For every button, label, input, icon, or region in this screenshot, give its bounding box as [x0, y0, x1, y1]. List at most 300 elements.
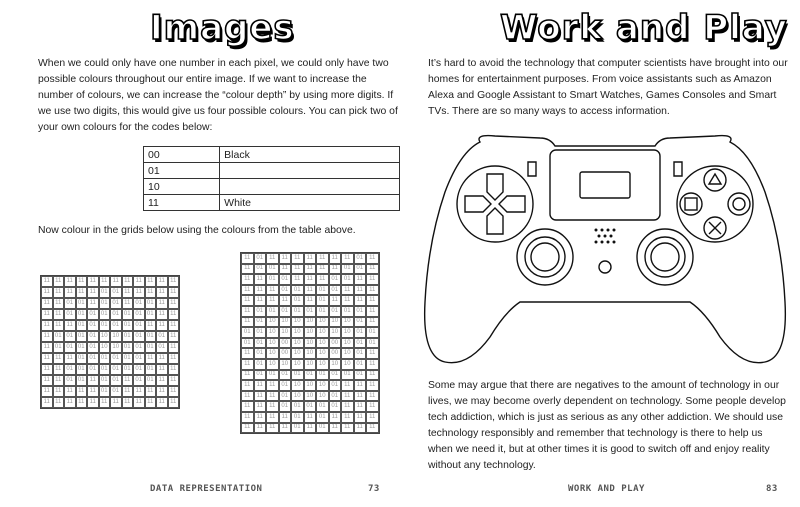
grid-cell: 11	[366, 264, 379, 275]
grid-cell: 11	[366, 348, 379, 359]
grid-cell: 11	[168, 276, 180, 287]
grid-cell: 11	[354, 380, 367, 391]
grid-cell: 01	[64, 298, 76, 309]
grid-cell: 11	[241, 401, 254, 412]
grid-cell: 11	[53, 287, 65, 298]
grid-cell: 11	[122, 287, 134, 298]
grid-cell: 11	[241, 317, 254, 328]
circle-icon	[733, 198, 745, 210]
grid-cell: 11	[316, 253, 329, 264]
grid-cell: 11	[87, 287, 99, 298]
grid-cell: 01	[133, 331, 145, 342]
grid-cell: 01	[366, 338, 379, 349]
colour-cell: Black	[220, 147, 400, 163]
grid-cell: 11	[304, 285, 317, 296]
grid-cell: 11	[145, 397, 157, 408]
grid-cell: 01	[291, 306, 304, 317]
grid-cell: 01	[87, 342, 99, 353]
grid-cell: 11	[366, 274, 379, 285]
grid-cell: 01	[241, 327, 254, 338]
grid-cell: 10	[279, 359, 292, 370]
pixel-grid-b	[240, 252, 380, 434]
grid-cell: 10	[341, 338, 354, 349]
grid-cell: 01	[304, 370, 317, 381]
grid-cell: 10	[266, 348, 279, 359]
grid-cell: 10	[304, 380, 317, 391]
grid-cell: 11	[64, 320, 76, 331]
grid-cell: 01	[133, 309, 145, 320]
grid-cell: 01	[122, 353, 134, 364]
grid-cell: 01	[133, 375, 145, 386]
grid-cell: 01	[254, 327, 267, 338]
grid-cell: 01	[87, 331, 99, 342]
grid-cell: 10	[291, 338, 304, 349]
grid-cell: 11	[53, 375, 65, 386]
grid-cell: 11	[145, 287, 157, 298]
pixel-grid-a	[40, 275, 180, 409]
table-row	[144, 147, 400, 163]
grid-cell: 11	[122, 298, 134, 309]
grid-cell: 10	[329, 317, 342, 328]
grid-cell: 11	[87, 397, 99, 408]
grid-cell: 01	[64, 309, 76, 320]
grid-cell: 10	[304, 348, 317, 359]
grid-cell: 01	[329, 401, 342, 412]
grid-cell: 11	[266, 401, 279, 412]
grid-cell: 01	[99, 386, 111, 397]
grid-cell: 10	[341, 317, 354, 328]
grid-cell: 11	[41, 397, 53, 408]
grid-cell: 01	[279, 274, 292, 285]
grid-cell: 11	[145, 386, 157, 397]
grid-cell: 01	[76, 375, 88, 386]
colour-cell	[220, 163, 400, 179]
grid-cell: 01	[304, 401, 317, 412]
grid-cell: 11	[266, 412, 279, 423]
grid-cell: 11	[279, 423, 292, 434]
grid-cell: 11	[304, 274, 317, 285]
grid-cell: 10	[316, 348, 329, 359]
touchpad	[550, 150, 660, 220]
grid-cell: 10	[291, 317, 304, 328]
grid-cell: 01	[354, 253, 367, 264]
grid-cell: 11	[87, 276, 99, 287]
grid-cell: 10	[341, 359, 354, 370]
grid-cell: 10	[316, 327, 329, 338]
grid-cell: 10	[304, 338, 317, 349]
grid-cell: 10	[316, 338, 329, 349]
grid-cell: 11	[291, 274, 304, 285]
grid-cell: 11	[341, 285, 354, 296]
grid-cell: 11	[329, 264, 342, 275]
grid-cell: 11	[87, 386, 99, 397]
grid-cell: 01	[341, 264, 354, 275]
grid-cell: 11	[266, 380, 279, 391]
right-page-title: Work and Play	[500, 8, 788, 48]
grid-cell: 11	[156, 353, 168, 364]
grid-cell: 01	[316, 401, 329, 412]
grid-cell: 01	[64, 342, 76, 353]
table-row	[144, 163, 400, 179]
grid-cell: 11	[279, 295, 292, 306]
right-footer-section: WORK AND PLAY	[568, 484, 645, 494]
grid-cell: 11	[41, 331, 53, 342]
grid-cell: 11	[133, 386, 145, 397]
grid-cell: 11	[53, 364, 65, 375]
grid-cell: 11	[329, 423, 342, 434]
grid-cell: 11	[304, 253, 317, 264]
grid-cell: 01	[266, 306, 279, 317]
grid-cell: 01	[145, 309, 157, 320]
grid-cell: 11	[168, 298, 180, 309]
grid-cell: 10	[304, 317, 317, 328]
grid-cell: 01	[122, 309, 134, 320]
grid-cell: 01	[354, 306, 367, 317]
left-intro-text: When we could only have one number in each pixel, we could only have two possible colours throughout our entire image. If we want to increase the number of colours, we can increase the “colour depth” by using more digits. If we use two digits, this would give us four possible colours. You can pick two of your own colours for the codes below:	[38, 58, 398, 133]
grid-cell: 01	[329, 285, 342, 296]
grid-cell: 11	[241, 348, 254, 359]
table-row	[144, 195, 400, 211]
grid-cell: 10	[99, 331, 111, 342]
grid-cell: 11	[156, 287, 168, 298]
right-page-number: 83	[766, 484, 778, 494]
left-instruction-text: Now colour in the grids below using the colours from the table above.	[38, 225, 356, 236]
grid-cell: 10	[316, 317, 329, 328]
grid-cell: 01	[341, 274, 354, 285]
grid-cell: 11	[366, 401, 379, 412]
grid-cell: 01	[354, 348, 367, 359]
grid-cell: 01	[354, 317, 367, 328]
grid-cell: 11	[304, 412, 317, 423]
grid-cell: 11	[241, 370, 254, 381]
grid-cell: 10	[316, 359, 329, 370]
grid-cell: 01	[291, 285, 304, 296]
grid-cell: 01	[291, 295, 304, 306]
grid-cell: 01	[110, 320, 122, 331]
grid-cell: 00	[279, 338, 292, 349]
grid-cell: 11	[76, 397, 88, 408]
grid-cell: 10	[291, 327, 304, 338]
grid-cell: 11	[341, 401, 354, 412]
grid-cell: 11	[241, 264, 254, 275]
grid-cell: 11	[41, 386, 53, 397]
grid-cell: 11	[366, 306, 379, 317]
grid-cell: 01	[254, 359, 267, 370]
grid-cell: 11	[168, 353, 180, 364]
grid-cell: 01	[99, 309, 111, 320]
grid-cell: 11	[316, 274, 329, 285]
grid-cell: 11	[341, 253, 354, 264]
grid-cell: 11	[366, 380, 379, 391]
table-row	[144, 179, 400, 195]
grid-cell: 11	[254, 401, 267, 412]
grid-cell: 11	[341, 295, 354, 306]
grid-cell: 11	[366, 317, 379, 328]
grid-cell: 01	[254, 348, 267, 359]
grid-cell: 11	[41, 276, 53, 287]
grid-cell: 01	[266, 264, 279, 275]
code-cell: 11	[144, 195, 220, 211]
grid-cell: 01	[64, 364, 76, 375]
grid-cell: 11	[316, 264, 329, 275]
grid-cell: 01	[341, 370, 354, 381]
grid-cell: 01	[291, 401, 304, 412]
grid-cell: 11	[168, 309, 180, 320]
grid-cell: 01	[254, 264, 267, 275]
triangle-icon	[709, 174, 721, 184]
square-icon	[685, 198, 697, 210]
grid-cell: 11	[110, 276, 122, 287]
grid-cell: 01	[329, 391, 342, 402]
grid-cell: 01	[316, 306, 329, 317]
grid-cell: 01	[99, 364, 111, 375]
grid-cell: 01	[279, 370, 292, 381]
grid-cell: 01	[329, 380, 342, 391]
grid-cell: 11	[110, 397, 122, 408]
colour-cell	[220, 179, 400, 195]
grid-cell: 00	[329, 338, 342, 349]
grid-cell: 11	[168, 364, 180, 375]
grid-cell: 11	[241, 359, 254, 370]
grid-cell: 11	[366, 295, 379, 306]
face-buttons	[677, 166, 753, 242]
grid-cell: 11	[341, 423, 354, 434]
grid-cell: 10	[329, 327, 342, 338]
grid-cell: 11	[64, 397, 76, 408]
grid-cell: 11	[304, 295, 317, 306]
grid-cell: 01	[241, 338, 254, 349]
left-page-title: Images	[150, 8, 295, 48]
left-page-number: 73	[368, 484, 380, 494]
grid-cell: 00	[279, 348, 292, 359]
grid-cell: 11	[266, 423, 279, 434]
grid-cell: 10	[316, 391, 329, 402]
grid-cell: 11	[53, 386, 65, 397]
grid-cell: 11	[156, 375, 168, 386]
grid-cell: 11	[279, 253, 292, 264]
grid-cell: 10	[329, 359, 342, 370]
grid-cell: 01	[76, 353, 88, 364]
grid-cell: 01	[110, 364, 122, 375]
grid-cell: 01	[110, 386, 122, 397]
grid-cell: 01	[279, 285, 292, 296]
grid-cell: 11	[122, 386, 134, 397]
grid-cell: 11	[354, 285, 367, 296]
grid-cell: 10	[341, 327, 354, 338]
grid-cell: 01	[133, 364, 145, 375]
grid-cell: 11	[341, 391, 354, 402]
grid-cell: 01	[254, 306, 267, 317]
code-cell: 01	[144, 163, 220, 179]
grid-cell: 10	[341, 348, 354, 359]
grid-cell: 01	[279, 306, 292, 317]
speaker-grille	[595, 229, 616, 244]
grid-cell: 01	[254, 370, 267, 381]
grid-cell: 01	[291, 412, 304, 423]
grid-cell: 11	[168, 320, 180, 331]
grid-cell: 01	[145, 342, 157, 353]
grid-cell: 01	[156, 342, 168, 353]
grid-cell: 01	[76, 364, 88, 375]
grid-cell: 01	[64, 375, 76, 386]
grid-cell: 11	[241, 253, 254, 264]
grid-cell: 11	[279, 412, 292, 423]
grid-cell: 11	[366, 423, 379, 434]
grid-cell: 11	[366, 391, 379, 402]
grid-cell: 10	[304, 359, 317, 370]
grid-cell: 11	[241, 391, 254, 402]
grid-cell: 01	[266, 274, 279, 285]
grid-cell: 11	[168, 375, 180, 386]
share-button	[528, 162, 536, 176]
grid-cell: 01	[254, 338, 267, 349]
grid-cell: 10	[304, 391, 317, 402]
left-footer-section: DATA REPRESENTATION	[150, 484, 263, 494]
grid-cell: 01	[133, 320, 145, 331]
grid-cell: 01	[291, 370, 304, 381]
grid-cell: 01	[145, 364, 157, 375]
grid-cell: 11	[366, 359, 379, 370]
grid-cell: 10	[304, 327, 317, 338]
grid-cell: 11	[254, 423, 267, 434]
grid-cell: 01	[133, 298, 145, 309]
grid-cell: 11	[53, 397, 65, 408]
grid-cell: 01	[366, 327, 379, 338]
grid-cell: 11	[41, 353, 53, 364]
grid-cell: 11	[64, 287, 76, 298]
grid-cell: 11	[168, 386, 180, 397]
grid-cell: 01	[316, 423, 329, 434]
grid-cell: 01	[329, 306, 342, 317]
grid-cell: 11	[99, 276, 111, 287]
grid-cell: 11	[354, 412, 367, 423]
grid-cell: 01	[99, 353, 111, 364]
grid-cell: 01	[76, 298, 88, 309]
grid-cell: 01	[341, 306, 354, 317]
ps-button	[599, 261, 611, 273]
grid-cell: 11	[145, 276, 157, 287]
right-outro-text: Some may argue that there are negatives to the amount of technology in our lives, we may become overly dependent on technology. Some people develop tech addiction, which is just as serious as any other addiction. We should use technology responsibly and remember that technology is there to help us when we need it, but at other times it is good to switch off and enjoy reality without any technology.	[428, 380, 786, 471]
grid-cell: 01	[122, 364, 134, 375]
grid-cell: 11	[168, 287, 180, 298]
grid-cell: 11	[254, 391, 267, 402]
grid-cell: 01	[329, 370, 342, 381]
grid-cell: 01	[110, 353, 122, 364]
grid-cell: 01	[99, 287, 111, 298]
grid-cell: 01	[99, 375, 111, 386]
grid-cell: 11	[168, 342, 180, 353]
grid-cell: 10	[291, 359, 304, 370]
grid-cell: 01	[354, 327, 367, 338]
grid-cell: 11	[366, 285, 379, 296]
grid-cell: 10	[279, 327, 292, 338]
grid-cell: 11	[64, 386, 76, 397]
grid-cell: 01	[354, 338, 367, 349]
left-page-text-column	[38, 56, 400, 239]
grid-cell: 11	[41, 298, 53, 309]
grid-cell: 01	[76, 331, 88, 342]
grid-cell: 11	[87, 298, 99, 309]
grid-cell: 01	[291, 423, 304, 434]
grid-cell: 11	[254, 380, 267, 391]
grid-cell: 11	[168, 331, 180, 342]
grid-cell: 11	[53, 309, 65, 320]
grid-cell: 11	[156, 364, 168, 375]
game-controller-illustration	[420, 132, 790, 372]
grid-cell: 01	[266, 370, 279, 381]
grid-cell: 10	[266, 317, 279, 328]
grid-cell: 11	[76, 287, 88, 298]
grid-cell: 11	[41, 287, 53, 298]
grid-cell: 11	[241, 285, 254, 296]
grid-cell: 11	[64, 353, 76, 364]
grid-cell: 11	[341, 380, 354, 391]
grid-cell: 11	[266, 285, 279, 296]
grid-cell: 11	[145, 320, 157, 331]
grid-cell: 11	[122, 276, 134, 287]
grid-cell: 11	[41, 320, 53, 331]
grid-cell: 11	[366, 370, 379, 381]
grid-cell: 01	[99, 320, 111, 331]
grid-cell: 01	[64, 331, 76, 342]
grid-cell: 11	[99, 397, 111, 408]
grid-cell: 11	[241, 295, 254, 306]
grid-cell: 01	[316, 370, 329, 381]
grid-cell: 01	[76, 342, 88, 353]
grid-cell: 11	[241, 380, 254, 391]
grid-cell: 01	[354, 370, 367, 381]
grid-cell: 11	[254, 295, 267, 306]
grid-cell: 10	[110, 342, 122, 353]
grid-cell: 11	[156, 397, 168, 408]
grid-cell: 11	[133, 276, 145, 287]
grid-cell: 01	[122, 320, 134, 331]
grid-cell: 11	[64, 276, 76, 287]
grid-cell: 01	[122, 331, 134, 342]
left-thumbstick	[517, 229, 573, 285]
grid-cell: 01	[87, 320, 99, 331]
grid-cell: 10	[316, 380, 329, 391]
grid-cell: 01	[53, 331, 65, 342]
grid-cell: 10	[291, 348, 304, 359]
grid-cell: 10	[266, 327, 279, 338]
grid-cell: 01	[145, 298, 157, 309]
grid-cell: 11	[41, 375, 53, 386]
grid-cell: 01	[254, 317, 267, 328]
grid-cell: 11	[76, 386, 88, 397]
grid-cell: 10	[279, 317, 292, 328]
grid-cell: 11	[266, 391, 279, 402]
grid-cell: 11	[279, 264, 292, 275]
grid-cell: 11	[254, 412, 267, 423]
grid-cell: 01	[279, 391, 292, 402]
grid-cell: 10	[266, 338, 279, 349]
grid-cell: 11	[145, 353, 157, 364]
grid-cell: 11	[329, 295, 342, 306]
grid-cell: 11	[266, 295, 279, 306]
grid-cell: 11	[329, 412, 342, 423]
grid-cell: 11	[366, 412, 379, 423]
grid-cell: 11	[41, 342, 53, 353]
options-button	[674, 162, 682, 176]
right-thumbstick	[637, 229, 693, 285]
grid-cell: 11	[354, 401, 367, 412]
grid-cell: 11	[304, 423, 317, 434]
grid-cell: 01	[133, 342, 145, 353]
dpad-icon	[457, 166, 533, 242]
grid-cell: 11	[341, 412, 354, 423]
grid-cell: 11	[168, 397, 180, 408]
